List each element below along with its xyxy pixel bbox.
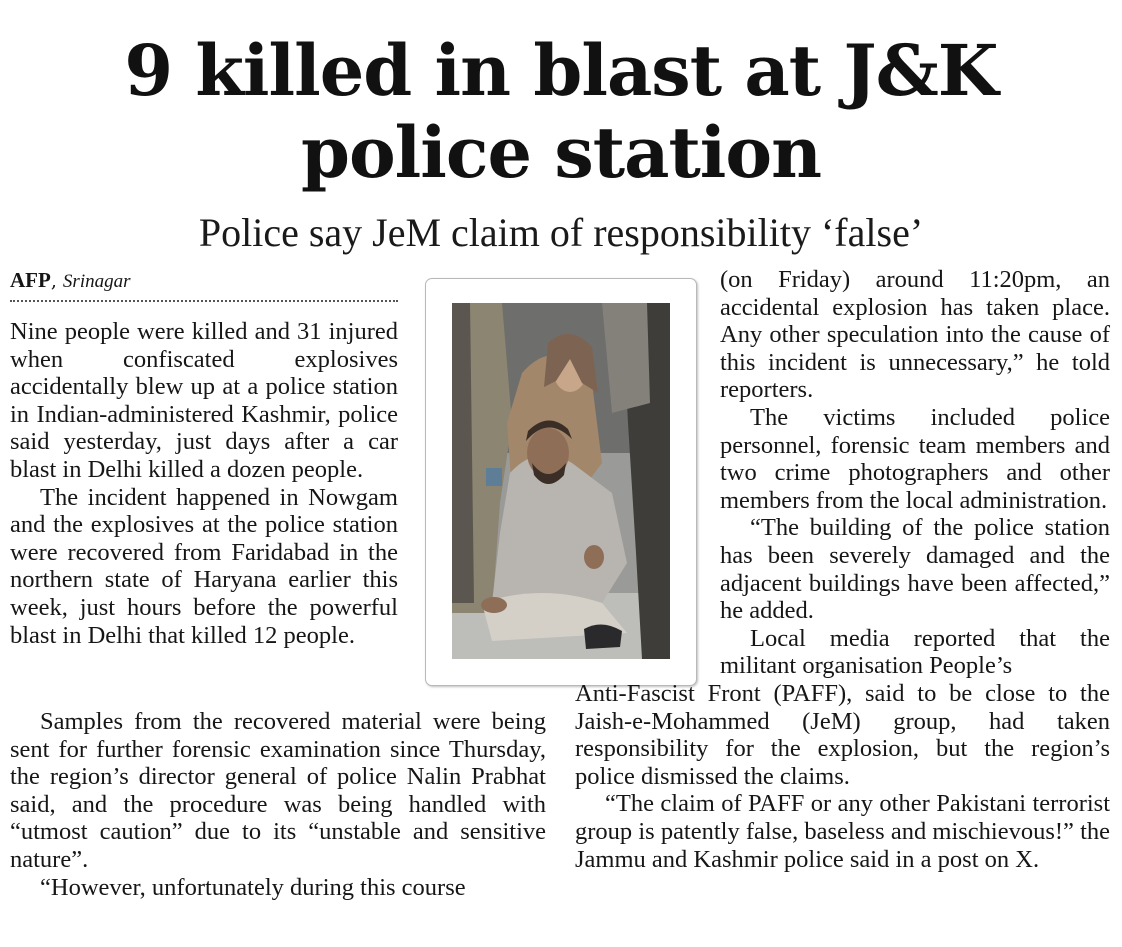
paragraph: (on Friday) around 11:20pm, an accidental explosion has taken place. Any other speculation into the cause of this incident is unnecessary,” he told reporters. — [720, 266, 1110, 404]
paragraph: Local media reported that the militant organisation People’s — [720, 624, 1110, 680]
news-photo-frame — [425, 278, 697, 686]
paragraph: Anti-Fascist Front (PAFF), said to be close to the Jaish-e-Mohammed (JeM) group, had taken responsibility for the explosion, but the region’s police dismissed the claims. — [575, 680, 1110, 790]
article-column-1-lower — [10, 708, 546, 901]
article-column-2 — [720, 266, 1110, 680]
paragraph: “The building of the police station has been severely damaged and the adjacent buildings have been affected,” he added. — [720, 514, 1110, 625]
headline-line-1: 9 killed in blast at J&K — [124, 29, 998, 112]
paragraph: Nine people were killed and 31 injured when confiscated explosives accidentally blew up at a police station in Indian-administered Kashmir, police said yesterday, just days after a car blast in Delhi killed a dozen people. — [10, 318, 398, 483]
paragraph: Samples from the recovered material were being sent for further forensic examination since Thursday, the region’s director general of police Nalin Prabhat said, and the procedure was being handled with “utmost caution” due to its “unstable and sensitive nature”. — [10, 708, 546, 873]
paragraph: “However, unfortunately during this course — [40, 873, 466, 901]
headline — [0, 30, 1122, 194]
article-column-2-lower — [575, 680, 1110, 873]
paragraph: The victims included police personnel, forensic team members and two crime photographers and other members from the local administration. — [720, 403, 1110, 514]
paragraph: The incident happened in Nowgam and the explosives at the police station were recovered from Faridabad in the northern state of Haryana earlier this week, just hours before the powerful blast in Delhi that killed 12 people. — [10, 483, 398, 649]
article-column-1 — [10, 318, 398, 649]
byline-separator: , — [50, 270, 63, 292]
subheadline: Police say JeM claim of responsibility ‘false’ — [198, 210, 924, 255]
headline-line-2: police station — [301, 111, 821, 194]
byline — [10, 268, 398, 302]
byline-place: Srinagar — [62, 271, 131, 292]
news-photo — [452, 303, 670, 659]
paragraph: “The claim of PAFF or any other Pakistani terrorist group is patently false, baseless and mischievous!” the Jammu and Kashmir police said in a post on X. — [575, 790, 1110, 873]
byline-agency: AFP — [10, 268, 51, 292]
